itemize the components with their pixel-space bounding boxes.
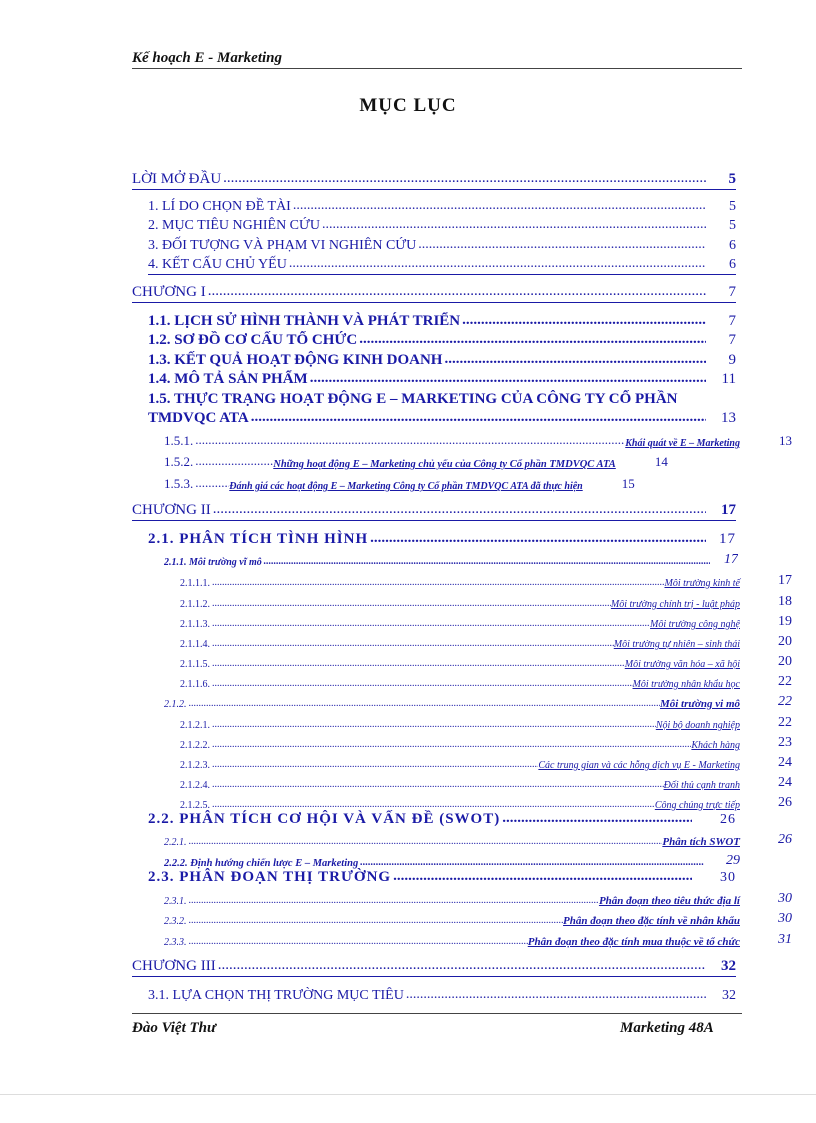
toc-entry-continued[interactable]: TMDVQC ATA ..... 13 — [148, 409, 736, 427]
toc-entry[interactable]: 1.2. SƠ ĐỒ CƠ CẤU TỔ CHỨC ..... 7 — [148, 331, 736, 349]
toc-entry[interactable]: 2.1.2.3. ..... Các trung gian và các hỗng dịch vụ E - Marketing 24 — [180, 753, 792, 771]
toc-entry[interactable]: LỜI MỞ ĐẦU ..... 5 — [132, 170, 736, 188]
toc-entry[interactable]: 2.1.2. ..... Môi trường vi mô 22 — [164, 692, 792, 710]
toc-entry[interactable]: 1.5.2. ..... Những hoạt động E – Marketing chủ yếu của Công ty Cổ phần TMDVQC ATA 14 — [164, 452, 792, 470]
toc-entry[interactable]: 2.1.2.1. ..... Nội bộ doanh nghiệp 22 — [180, 713, 792, 731]
footer-rule — [132, 1013, 742, 1014]
toc-entry[interactable]: 2.1.1.4. ..... Môi trường tự nhiên – sinh thái 20 — [180, 632, 792, 650]
toc-entry[interactable]: 1.4. MÔ TẢ SẢN PHẨM ..... 11 — [148, 370, 736, 388]
header-rule — [132, 68, 742, 69]
toc-entry[interactable]: 2.3.1. ..... Phân đoạn theo tiêu thức địa lí 30 — [164, 889, 792, 907]
toc-entry[interactable]: CHƯƠNG III ..... 32 — [132, 957, 736, 975]
toc-entry[interactable]: 1.5.1. ..... Khái quát về E – Marketing 13 — [164, 431, 792, 449]
toc-entry[interactable]: 2.1.2.2. ..... Khách hàng 23 — [180, 733, 792, 751]
page-edge — [0, 1094, 816, 1095]
toc-entry[interactable]: 4. KẾT CẤU CHỦ YẾU ..... 6 — [148, 255, 736, 273]
running-header: Kế hoạch E - Marketing — [132, 50, 283, 66]
toc-entry[interactable]: 2.1.1.3. ..... Môi trường công nghệ 19 — [180, 612, 792, 630]
toc-entry[interactable]: 2.2. PHÂN TÍCH CƠ HỘI VÀ VẤN ĐỀ (SWOT) ..... 26 — [148, 810, 736, 828]
toc-entry[interactable]: 2. MỤC TIÊU NGHIÊN CỨU ..... 5 — [148, 216, 736, 234]
toc-entry[interactable]: CHƯƠNG II ..... 17 — [132, 501, 736, 519]
toc-entry[interactable]: 2.1.2.4. ..... Đối thủ cạnh tranh 24 — [180, 773, 792, 791]
toc-entry[interactable]: 1.5. THỰC TRẠNG HOẠT ĐỘNG E – MARKETING CỦA CÔNG TY CỔ PHẦN — [148, 391, 678, 407]
toc-entry[interactable]: 2.1.1.1. ..... Môi trường kinh tế 17 — [180, 571, 792, 589]
toc-entry[interactable]: 2.3.2. ..... Phân đoạn theo đặc tính về nhân khẩu 30 — [164, 909, 792, 927]
footer-author: Đào Việt Thư — [132, 1020, 216, 1036]
toc-entry[interactable]: 2.3.3. ..... Phân đoạn theo đặc tính mua thuộc về tổ chức 31 — [164, 930, 792, 948]
toc-entry[interactable]: 1.3. KẾT QUẢ HOẠT ĐỘNG KINH DOANH ..... 9 — [148, 351, 736, 369]
toc-entry[interactable]: 2.1.1.6. ..... Môi trường nhân khẩu học 22 — [180, 672, 792, 690]
toc-entry[interactable]: 1.5.3. ..... Đánh giá các hoạt động E – Marketing Công ty Cổ phần TMDVQC ATA đã thực hiện 15 — [164, 474, 792, 492]
footer-class: Marketing 48A — [620, 1020, 714, 1036]
toc-entry[interactable]: 2.1.1.2. ..... Môi trường chính trị - luật pháp 18 — [180, 592, 792, 610]
toc-entry[interactable]: CHƯƠNG I ..... 7 — [132, 283, 736, 301]
toc-entry[interactable]: 2.1.1.5. ..... Môi trường văn hóa – xã hội 20 — [180, 652, 792, 670]
toc-entry[interactable]: 2.2.2. Định hướng chiến lược E – Marketing ..... 29 — [164, 851, 740, 869]
toc-entry[interactable]: 3. ĐỐI TƯỢNG VÀ PHẠM VI NGHIÊN CỨU ..... 6 — [148, 236, 736, 254]
toc-entry[interactable]: 1.1. LỊCH SỬ HÌNH THÀNH VÀ PHÁT TRIỂN ..... 7 — [148, 312, 736, 330]
toc-heading: MỤC LỤC — [359, 95, 457, 116]
toc-entry[interactable]: 2.3. PHÂN ĐOẠN THỊ TRƯỜNG ..... 30 — [148, 868, 736, 886]
toc-entry[interactable]: 3.1. LỰA CHỌN THỊ TRƯỜNG MỤC TIÊU ..... 32 — [148, 986, 736, 1004]
toc-entry[interactable]: 2.1. PHÂN TÍCH TÌNH HÌNH ..... 17 — [148, 530, 736, 548]
toc-entry[interactable]: 1. LÍ DO CHỌN ĐỀ TÀI ..... 5 — [148, 197, 736, 215]
toc-entry[interactable]: 2.1.2.5. ..... Công chúng trực tiếp 26 — [180, 793, 792, 811]
toc-entry[interactable]: 2.1.1. Môi trường vĩ mô ..... 17 — [164, 550, 738, 568]
toc-entry[interactable]: 2.2.1. ..... Phân tích SWOT 26 — [164, 830, 792, 848]
